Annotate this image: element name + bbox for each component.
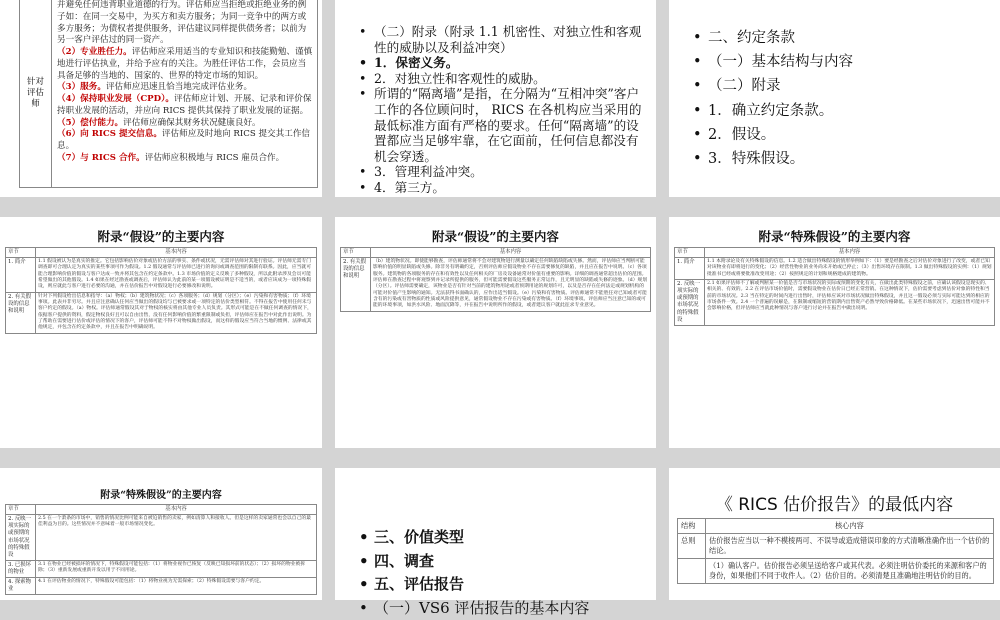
- ethics-intro: 并避免任何违背职业道德的行为。评估师应当拒绝或拒绝业务的例子如：在同一交易中，为买方和卖方服务；为同一竞争中的两方或多方服务；为债权者提供服务，评估建议同样提供债务者；以前为另一客户评估过的同一资产。: [57, 0, 307, 46]
- table-header-row: [678, 519, 994, 534]
- table-row: [341, 258, 651, 312]
- ethics-item: （7）与 RICS 合作。评估师应积极地与 RICS 雇员合作。: [57, 152, 285, 163]
- bullet-item: • 4．第三方。: [357, 180, 642, 196]
- column-header: 基本内容: [705, 248, 995, 258]
- bullet-item: • （一）VS6 评估报告的基本内容: [357, 597, 646, 620]
- bullet-item: • 2．对独立性和客观性的威胁。: [357, 71, 642, 87]
- bullet-list: [691, 26, 990, 171]
- slide-title: 附录“特殊假设”的主要内容: [100, 490, 222, 501]
- table-header-row: [6, 248, 317, 258]
- slide-ethics-text[interactable]: [0, 0, 322, 197]
- column-header: 基本内容: [371, 248, 651, 258]
- slide-title: 附录“假设”的主要内容: [97, 229, 225, 244]
- section-cell: 1. 简介: [6, 258, 36, 293]
- ethics-item: （4）保持职业发展（CPD）。评估师应计划、开展、记录和评价保持职业发展的活动，并应向 RICS 提供其保持了职业发展的证据。: [57, 94, 312, 116]
- content-cell: 估价报告应当以一种不模棱两可、不误导或造成错误印象的方式清晰准确作出一个估价的结论。: [706, 534, 994, 559]
- bullet-item: • （一）基本结构与内容: [691, 50, 990, 74]
- bullet-item: • 1．保密义务。: [357, 55, 642, 71]
- column-header: 基本内容: [36, 248, 317, 258]
- section-cell: [678, 559, 706, 584]
- content-cell: 4.1 在评估物业的情况下，特殊假设可能包括：（1）将物业视为无需探索；（2）特殊假设需要与客户约定。: [36, 578, 317, 595]
- table-header-row: [675, 248, 995, 258]
- content-cell: （b）建筑物状况。即使能够勘查，评估师通常将不会对建筑物进行测量以确定任何缺陷缺陷或失修。然而，评估师应当判断可能影响价值的明显缺陷或失修。除非另有明确约定，否则评估师应假设物业不存在需要修复的缺陷，并且应在报告中说明。（c）各项服务。建筑物的各项服务的存在和有效性以及任何相关的厂房及设备通常对价值有重要的影响。详细的调查通常超出估价的范围。评估师在勘查过程中将观察到并记录所提供的服务，但可能需要假设这些服务正常运作，且无明显的缺陷或失修的迹象。（d）规划（分区）。评估师需要确定，该物业是否有针对当前的建筑物用途或者预期用途的规划许可，以及是否存在任何法定或规划机构的可能对价值产生影响的通知。无法获得书面确认的，应作出适当假设。（e）污染和有害物质。评估师通常不能胜任对已知或者可能含有的污染或有害物质的性质或风险提供意见，通常假设物业不存在污染或有害物质。（f）环境事项。评估师应当注意已知的或可能的环境事项，如洪水风险、地面沉降等，并在报告中说明所作的假设，或者建议客户就此征求专业意见。: [371, 258, 651, 312]
- bullet-item: • 3．管理利益冲突。: [357, 164, 642, 180]
- column-header: 基本内容: [36, 505, 317, 515]
- slide-special-assumptions-1[interactable]: [669, 217, 1000, 448]
- section-cell: 2. 反映一项实际的或预期的市场状况的特殊假设: [6, 515, 36, 561]
- section-cell: 总则: [678, 534, 706, 559]
- column-header: 章节: [341, 248, 371, 258]
- bullet-item: • 四、调查: [357, 550, 646, 574]
- slide-special-assumptions-2[interactable]: [0, 468, 322, 600]
- ethics-item: （5）偿付能力。评估师应确保其财务状况健康良好。: [57, 117, 261, 128]
- table-row: [6, 578, 317, 595]
- table-row: [678, 534, 994, 559]
- bullet-item: • （二）附录（附录 1.1 机密性、对独立性和客观性的威胁以及利益冲突）: [357, 24, 642, 55]
- section-cell: 1. 简介: [675, 258, 705, 280]
- table-header-row: [341, 248, 651, 258]
- table-row: [6, 292, 317, 333]
- content-cell: （1）确认客户。估价报告必须呈送给客户或其代表。必须注明估价委托的来源和客户的身份，如果他们不同于收件人。（2）估价目的。必须清楚且准确地注明估价的目的。: [706, 559, 994, 584]
- table-row: [6, 258, 317, 293]
- slide-assumptions-1[interactable]: [0, 217, 322, 448]
- content-table: [674, 247, 995, 326]
- table-row: [675, 280, 995, 326]
- table-row: [678, 559, 994, 584]
- ethics-table: [19, 0, 318, 188]
- slide-value-types[interactable]: [335, 468, 656, 617]
- content-cell: 针对下列假设给出信息和指导：（a）物权；（b）建筑物状况；（c）各项服务；（d）规划（分区）；（e）污染和有害物质；（f）环境事项。此表并非穷尽。并且应注意确认任何应当做出的假设均与已被要求或一项特定的估价类型相符。不得在报告中使用任何未与客户约定的假设。（a）物权。评估师通常假设其对于物权的核实将由其他专业人员负责。其形式可能是在不做任何调查的情况下，依据客户提供的资料，假定物权良好且可以自由出售，没有任何影响价值的繁重限制或负担，评估师应在报告中对此作出说明。为了帮助在需要进行估价或评估的情况下的客户，评估师可能不得不对物权做出假设，而这样的假设应当符合当地的惯例、法律或其他规定，并包含在约定条款中，并且在报告中明确说明。: [36, 292, 317, 333]
- table-row: [6, 560, 317, 577]
- slide-title: 附录“特殊假设”的主要内容: [758, 229, 911, 244]
- slide-title: 附录“假设”的主要内容: [432, 229, 559, 244]
- content-cell: 1.1 本附录论及有关特殊假设的信息。1.2 适合做出特殊假设的情形举例如下：（1）要是经勘查之后对估价对象进行了改变，或者已知对该物业有即将进行的变化；（2）经营性物业的业务尚未开始或已停止；（3）出售环境存在限制。1.3 做出特殊假设的实例：（1）规划批准书已经或将要批准改变用途；（2）按照规定的计划和规格建成的建筑物。: [705, 258, 995, 280]
- content-cell: 1.1 假设被认为是真实的推定。它包括影响估价对象或估价方法的事实、条件或状况，无需评估师对其进行验证。评估师无需专门调查即可合理认定为真实的某些事项可作为假设。1.2 假设通常与评估师已进行的询问或调查范围的限制有联系。因此，应当就可能合理影响价值的假设与客户达成一致并将其包含在约定条款中。1.3 市场价值的定义反映了多种假设，所以此附录涉及会员可能希望做出的其他假设。1.4 如果在经过勘查或调查后，评估师认为此前的某一项假设被证明是不适当的，或者应该成为一项特殊假设，则应就此与客户进行必要的沟通，并在估价报告中对假设进行必要修改和说明。: [36, 258, 317, 293]
- column-header: 章节: [6, 248, 36, 258]
- bullet-item: • 所谓的“隔离墙”是指，在分隔为“互相冲突”客户工作的各位顾问时， RICS 在各机构应当采用的最低标准方面有严格的要求。任何“隔离墙”的设置都应当足够牢靠，在它面前，任何信息都没有机会穿透。: [357, 86, 642, 164]
- bullet-item: • 1．确立约定条款。: [691, 99, 990, 123]
- section-cell: 2. 反映一项实际的或预期的市场状况的特殊假设: [675, 280, 705, 326]
- column-header: 结构: [678, 519, 706, 534]
- ethics-item: （3）服务。评估师应迅速且恰当地完成评估业务。: [57, 82, 253, 93]
- table-header-row: [6, 505, 317, 515]
- bullet-list: [357, 526, 646, 620]
- content-table: [5, 247, 317, 334]
- section-cell: 2. 有关假设的信息和说明: [341, 258, 371, 312]
- bullet-item: • （二）附录: [691, 74, 990, 98]
- ethics-item: （6）向 RICS 提交信息。评估师应及时地向 RICS 提交其工作信息。: [57, 129, 311, 152]
- bullet-item: • 三、价值类型: [357, 526, 646, 550]
- content-table: [677, 518, 994, 584]
- section-cell: 3. 已损坏的物业: [6, 560, 36, 577]
- content-cell: 2.5 在一个萧条的市场中，销售的情况比例可能来自被迫销售的卖家，例如清算人和接收人。但是这样的卖家通常也会以自己的最佳利益为目的。这些情况并不意味着一般市场情况变化。: [36, 515, 317, 561]
- content-cell: 2.1 如果评估师不了解或判断某一价值是否与市场状况的实际或预期的变化有关，在做出此类特殊假设之前，应确认该假设是现实的、相关的、有效的。2.2 在评估市场价值时，需要假设物业在估价日已经正常营销。在这种情况下，估价需要考虑到估价对象的特性和当前的市场状况。2.3 当在特定的时间内进行出售时，评估师应该对市场状况做出特殊假设，并且这一假设必须与实际可能达到的相应的市场条件一致。2.4 一个普遍的误解是，在限制或缩短的营销期内出售资产必然导致价格降低。在某些市场状况下，迅速出售可能并不会影响价格，但评估师应当就此种情况与客户进行讨论并在报告中做出说明。: [705, 280, 995, 326]
- side-label: 针对评估师: [20, 0, 52, 187]
- bullet-item: • 五、评估报告: [357, 573, 646, 597]
- content-cell: 3.1 在物业已经被损坏的情况下，特殊假设可能包括：（1）将物业视作已恢复（反映已知损坏前的状态）；（2）损坏的物业被拆除；（3）重新发展或重新开发以用于不同用途。: [36, 560, 317, 577]
- slide-appendix-confidentiality[interactable]: [335, 0, 656, 197]
- content-table: [340, 247, 651, 312]
- slide-title: 《 RICS 估价报告》的最低内容: [715, 495, 954, 515]
- column-header: 核心内容: [706, 519, 994, 534]
- ethics-item: （2）专业胜任力。评估师应采用适当的专业知识和技能勤勉、谨慎地进行评估执业，并给予应有的关注。为胜任评估工作，会员应当具备足够的当地的、国家的、世界的特定市场的知识。: [57, 47, 313, 81]
- table-row: [6, 515, 317, 561]
- bullet-list: [357, 24, 642, 196]
- bullet-item: • 3．特殊假设。: [691, 147, 990, 171]
- column-header: 章节: [675, 248, 705, 258]
- ethics-text-body: [57, 0, 313, 165]
- bullet-item: • 2．假设。: [691, 123, 990, 147]
- column-header: 章节: [6, 505, 36, 515]
- table-row: [675, 258, 995, 280]
- section-cell: 4. 探索物业: [6, 578, 36, 595]
- content-table: [5, 504, 317, 595]
- bullet-item: • 二、约定条款: [691, 26, 990, 50]
- section-cell: 2. 有关假设的信息和说明: [6, 292, 36, 333]
- slide-engagement-terms[interactable]: [669, 0, 1000, 197]
- slide-assumptions-2[interactable]: [335, 217, 656, 448]
- slide-rics-report-minimum[interactable]: [669, 468, 1000, 600]
